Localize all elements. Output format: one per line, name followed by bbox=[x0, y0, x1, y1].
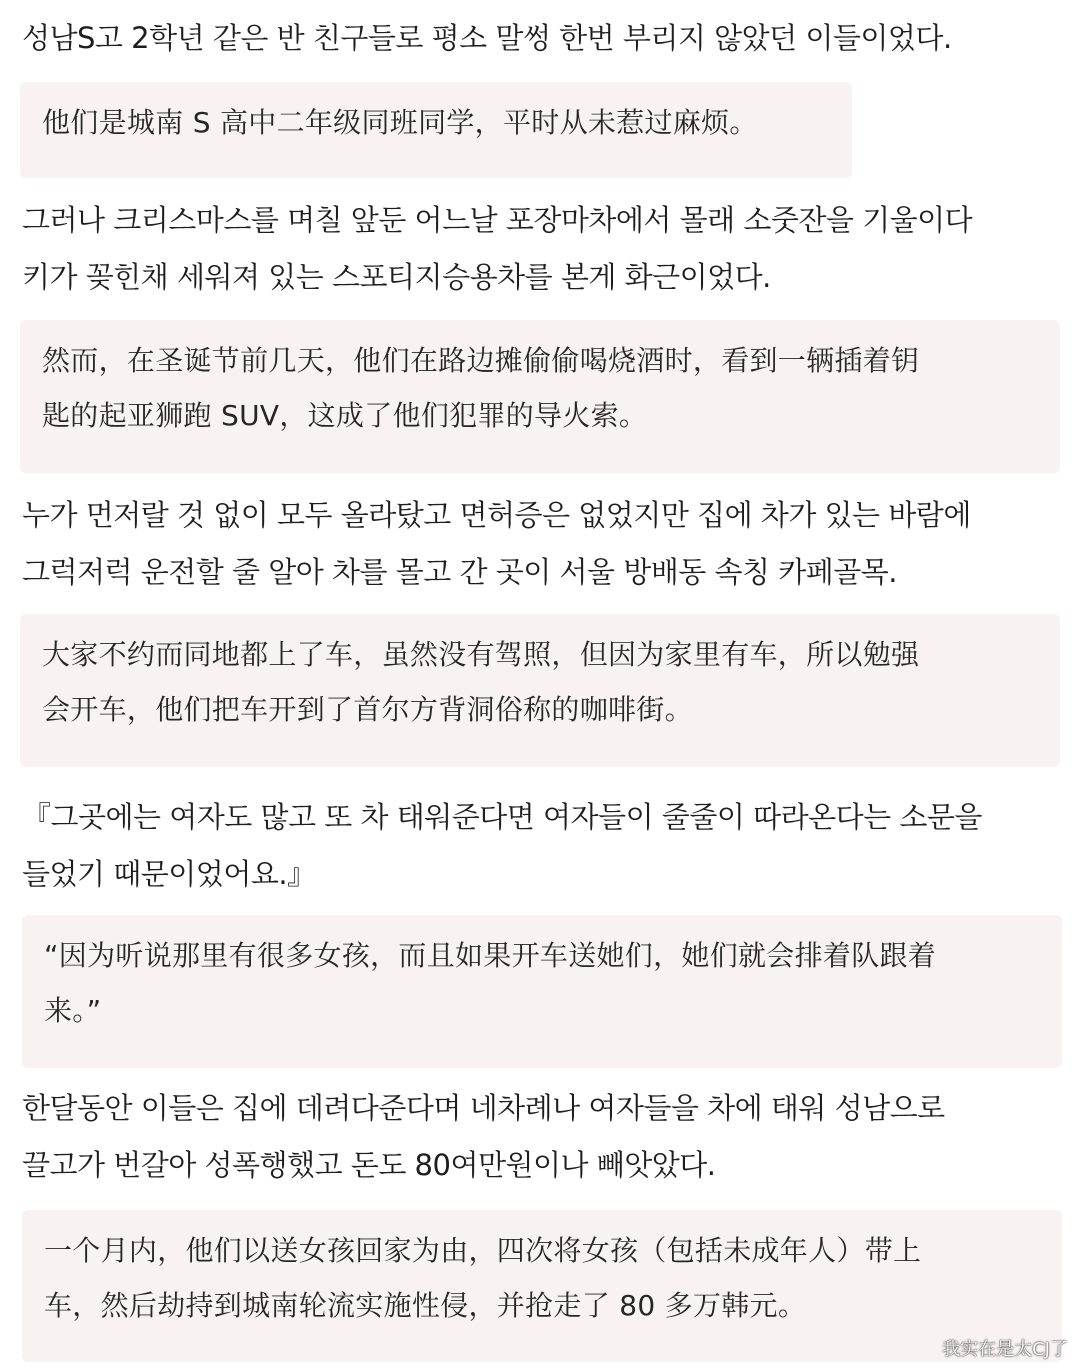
chinese-line: 他们是城南 S 高中二年级同班同学，平时从未惹过麻烦。 bbox=[42, 106, 758, 139]
korean-paragraph-1 bbox=[22, 10, 952, 67]
chinese-translation-1 bbox=[42, 95, 830, 150]
korean-paragraph-3 bbox=[22, 487, 971, 601]
watermark: 我实在是太CJ了 bbox=[942, 1339, 1068, 1360]
korean-line: 끌고가 번갈아 성폭행했고 돈도 80여만원이나 빼앗았다. bbox=[22, 1148, 716, 1182]
chinese-line: 大家不约而同地都上了车，虽然没有驾照，但因为家里有车，所以勉强 bbox=[42, 638, 920, 671]
chinese-line: “因为听说那里有很多女孩，而且如果开车送她们，她们就会排着队跟着 bbox=[44, 939, 937, 972]
chinese-line: 会开车，他们把车开到了首尔方背洞俗称的咖啡街。 bbox=[42, 693, 693, 726]
chinese-translation-2 bbox=[42, 333, 1038, 443]
chinese-translation-4 bbox=[44, 928, 1040, 1038]
chinese-translation-3 bbox=[42, 627, 1038, 737]
chinese-translation-5 bbox=[44, 1223, 1040, 1333]
translation-box-1 bbox=[20, 82, 852, 178]
translation-box-5 bbox=[22, 1210, 1062, 1362]
korean-line: 성남S고 2학년 같은 반 친구들로 평소 말썽 한번 부리지 않았던 이들이었다. bbox=[22, 21, 952, 55]
korean-line: 키가 꽂힌채 세워져 있는 스포티지승용차를 본게 화근이었다. bbox=[22, 260, 771, 294]
translation-box-2 bbox=[20, 320, 1060, 473]
chinese-line: 匙的起亚狮跑 SUV，这成了他们犯罪的导火索。 bbox=[42, 399, 648, 432]
translation-box-4 bbox=[22, 915, 1062, 1068]
korean-line: 한달동안 이들은 집에 데려다준다며 네차례나 여자들을 차에 태워 성남으로 bbox=[22, 1091, 945, 1125]
korean-line: 『그곳에는 여자도 많고 또 차 태워준다면 여자들이 줄줄이 따라온다는 소문을 bbox=[22, 800, 982, 834]
korean-line: 들었기 때문이었어요.』 bbox=[22, 857, 316, 891]
chinese-line: 来。” bbox=[44, 994, 102, 1027]
chinese-line: 车，然后劫持到城南轮流实施性侵，并抢走了 80 多万韩元。 bbox=[44, 1289, 807, 1322]
chinese-line: 一个月内，他们以送女孩回家为由，四次将女孩（包括未成年人）带上 bbox=[44, 1234, 922, 1267]
korean-paragraph-2 bbox=[22, 192, 972, 306]
chinese-line: 然而，在圣诞节前几天，他们在路边摊偷偷喝烧酒时，看到一辆插着钥 bbox=[42, 344, 920, 377]
korean-paragraph-5 bbox=[22, 1080, 945, 1194]
korean-line: 그러나 크리스마스를 며칠 앞둔 어느날 포장마차에서 몰래 소줏잔을 기울이다 bbox=[22, 203, 973, 237]
translation-box-3 bbox=[20, 614, 1060, 767]
korean-paragraph-4 bbox=[22, 789, 982, 903]
korean-line: 누가 먼저랄 것 없이 모두 올라탔고 면허증은 없었지만 집에 차가 있는 바람에 bbox=[22, 498, 971, 532]
korean-line: 그럭저럭 운전할 줄 알아 차를 몰고 간 곳이 서울 방배동 속칭 카페골목. bbox=[22, 555, 898, 589]
